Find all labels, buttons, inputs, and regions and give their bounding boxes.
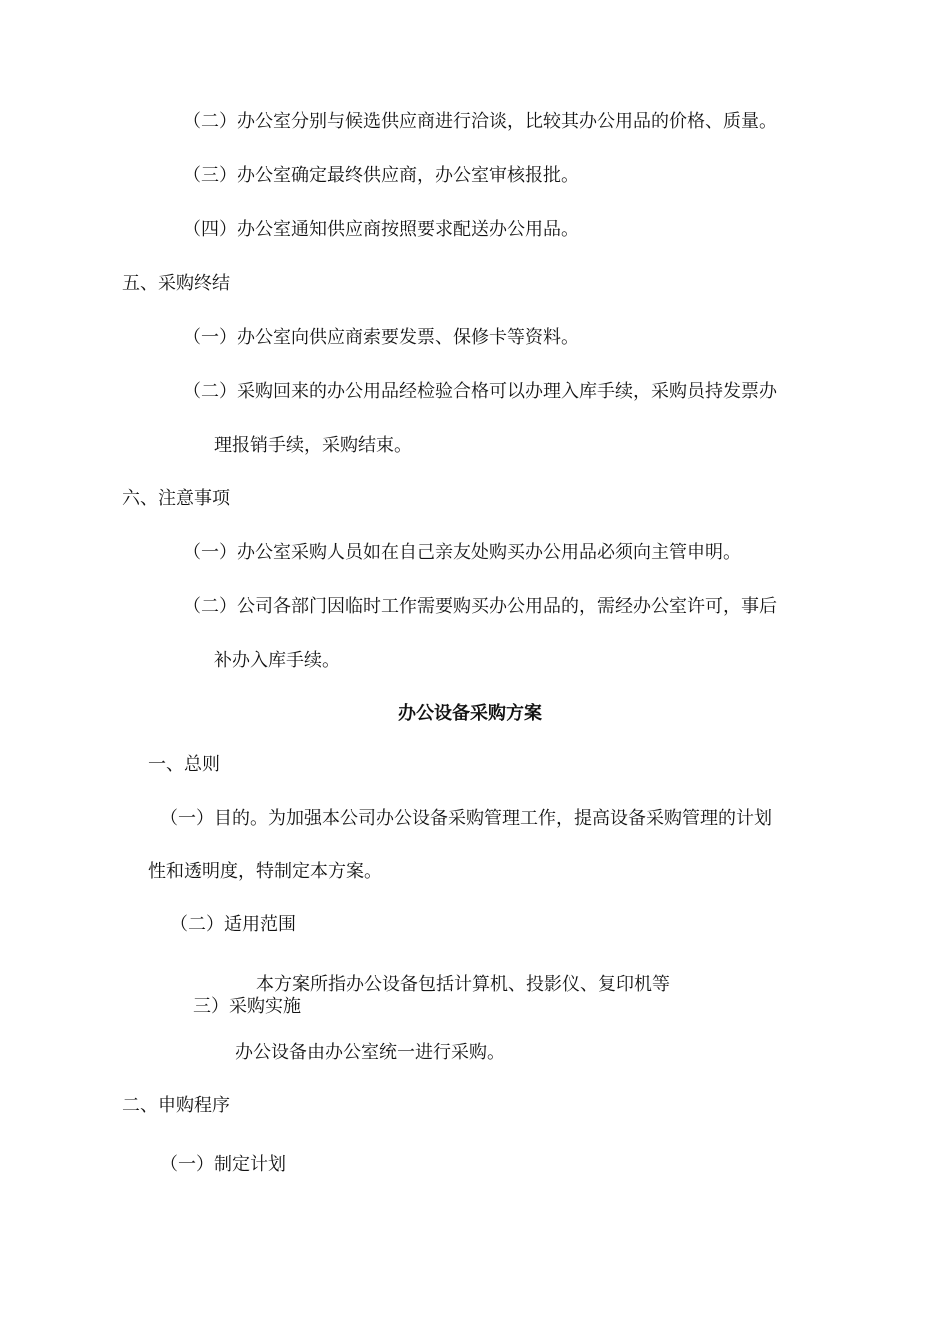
paragraph-line: （四）办公室通知供应商按照要求配送办公用品。	[183, 219, 579, 240]
paragraph-line: （一）办公室采购人员如在自己亲友处购买办公用品必须向主管申明。	[183, 542, 741, 563]
paragraph-line: 办公设备由办公室统一进行采购。	[235, 1042, 505, 1063]
paragraph-line: （一）制定计划	[160, 1154, 286, 1175]
paragraph-line: 性和透明度，特制定本方案。	[148, 861, 382, 882]
paragraph-line: 补办入库手续。	[214, 650, 340, 671]
paragraph-line: （三）办公室确定最终供应商，办公室审核报批。	[183, 165, 579, 186]
document-title: 办公设备采购方案	[398, 703, 542, 724]
paragraph-line: （二）适用范围	[170, 914, 296, 935]
section-heading: 五、采购终结	[122, 273, 230, 294]
paragraph-line: 三）采购实施	[193, 996, 301, 1017]
paragraph-line: 理报销手续，采购结束。	[214, 435, 412, 456]
paragraph-line: （二）公司各部门因临时工作需要购买办公用品的，需经办公室许可，事后	[183, 596, 777, 617]
section-heading: 二、申购程序	[122, 1095, 230, 1116]
section-heading: 六、注意事项	[122, 488, 230, 509]
paragraph-line: （一）办公室向供应商索要发票、保修卡等资料。	[183, 327, 579, 348]
paragraph-line: （一）目的。为加强本公司办公设备采购管理工作，提高设备采购管理的计划	[160, 808, 772, 829]
paragraph-line: （二）办公室分别与候选供应商进行洽谈，比较其办公用品的价格、质量。	[183, 111, 777, 132]
section-heading: 一、总则	[148, 754, 220, 775]
paragraph-line: （二）采购回来的办公用品经检验合格可以办理入库手续，采购员持发票办	[183, 381, 777, 402]
paragraph-line: 本方案所指办公设备包括计算机、投影仪、复印机等	[256, 974, 670, 995]
